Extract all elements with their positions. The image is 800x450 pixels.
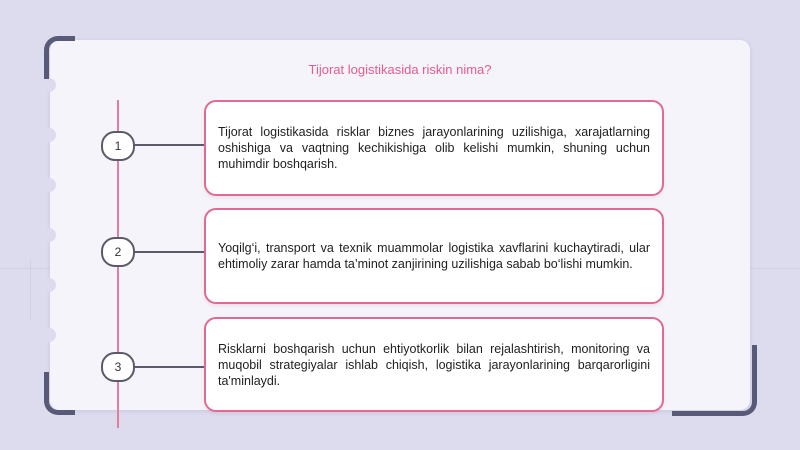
step-connector: [132, 251, 204, 253]
step-number-badge: [101, 131, 135, 161]
notebook-hole: [42, 278, 56, 292]
corner-bracket-bottom-left: [44, 372, 75, 415]
step-number: 3: [114, 360, 122, 374]
step-card: [204, 317, 664, 412]
notebook-hole: [42, 178, 56, 192]
step-card: [204, 100, 664, 196]
step-number-badge: [101, 237, 135, 267]
notebook-hole: [42, 328, 56, 342]
step-number: 2: [114, 245, 122, 259]
notebook-hole: [42, 128, 56, 142]
background-line-vertical: [30, 260, 31, 320]
step-number: 1: [114, 139, 122, 153]
notebook-hole: [42, 78, 56, 92]
slide-title: Tijorat logistikasida riskin nima?: [308, 62, 492, 77]
notebook-hole: [42, 228, 56, 242]
step-text: Tijorat logistikasida risklar biznes jarayonlarining uzilishiga, xarajatlarning oshishiga va vaqtning kechikishiga olib kelishi mumkin, shuning uchun muhimdir boshqarish.: [218, 125, 650, 171]
step-number-badge: [101, 352, 135, 382]
step-card: [204, 208, 664, 304]
step-connector: [132, 144, 204, 146]
step-text: Yoqilg‘i, transport va texnik muammolar logistika xavflarini kuchaytiradi, ular ehtimoliy zarar hamda ta’minot zanjirining uzilishiga sabab bo‘lishi mumkin.: [218, 241, 650, 271]
step-text: Risklarni boshqarish uchun ehtiyotkorlik bilan rejalashtirish, monitoring va muqobil strategiyalar ishlab chiqish, logistika jarayonlarining barqarorligini ta'minlaydi.: [218, 341, 650, 388]
step-connector: [132, 366, 204, 368]
corner-bracket-bottom-right: [672, 345, 757, 416]
